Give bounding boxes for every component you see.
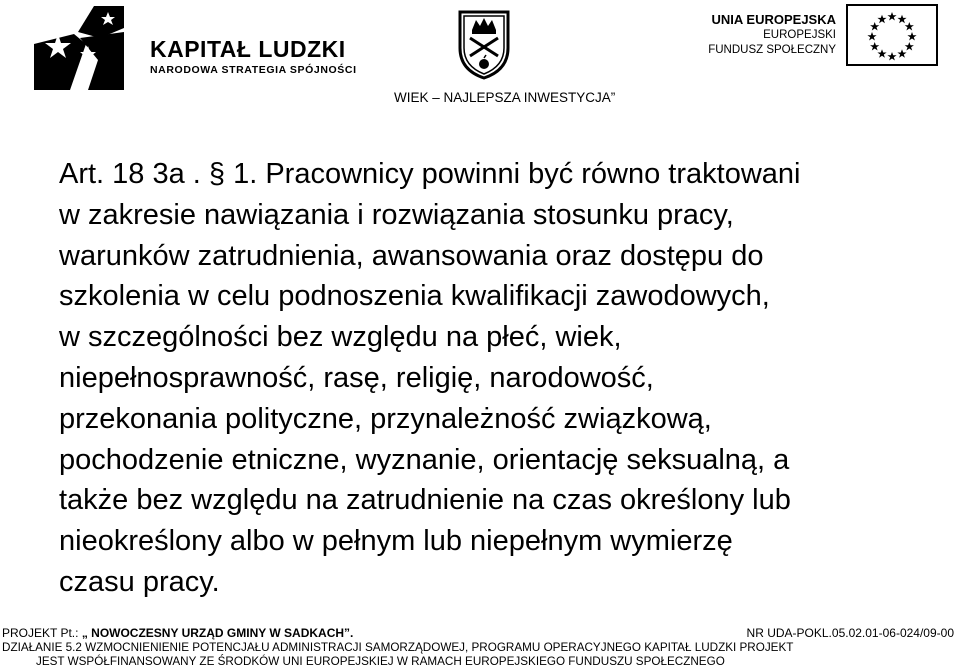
kapital-ludzki-logo <box>28 4 358 92</box>
footer <box>0 623 960 669</box>
footer-project-name: „ NOWOCZESNY URZĄD GMINY W SADKACH”. <box>81 626 354 640</box>
footer-project-prefix: PROJEKT Pt.: <box>2 626 82 640</box>
article-line: także bez względu na zatrudnienie na czas określony lub <box>59 484 791 517</box>
eu-label-line3: FUNDUSZ SPOŁECZNY <box>708 44 836 56</box>
eu-label-line2: EUROPEJSKI <box>763 29 836 41</box>
footer-project-number: NR UDA-POKL.05.02.01-06-024/09-00 <box>746 626 954 640</box>
article-line: warunków zatrudnienia, awansowania oraz dostępu do <box>59 239 764 272</box>
kapital-ludzki-subtitle: NARODOWA STRATEGIA SPÓJNOŚCI <box>150 64 357 76</box>
kapital-ludzki-emblem-icon <box>28 4 128 92</box>
header-motto: WIEK – NAJLEPSZA INWESTYCJA” <box>394 90 616 105</box>
article-line: przekonania polityczne, przynależność związkową, <box>59 402 712 435</box>
eu-flag-icon <box>846 4 938 66</box>
footer-action-line: DZIAŁANIE 5.2 WZMOCNIENIENIE POTENCJAŁU ADMINISTRACJI SAMORZĄDOWEJ, PROGRAMU OPERACYJNEGO KAPITAŁ LUDZKI PROJEKT <box>2 641 794 654</box>
footer-project-line <box>2 626 353 640</box>
article-line: czasu pracy. <box>59 565 220 598</box>
article-line: nieokreślony albo w pełnym lub niepełnym wymierzę <box>59 525 733 558</box>
article-line: niepełnosprawność, rasę, religię, narodowość, <box>59 361 654 394</box>
article-text <box>59 154 939 603</box>
article-line: pochodzenie etniczne, wyznanie, orientację seksualną, a <box>59 443 790 476</box>
article-line: w szczególności bez względu na płeć, wiek, <box>59 321 622 354</box>
article-line: szkolenia w celu podnoszenia kwalifikacji zawodowych, <box>59 280 770 313</box>
article-line: w zakresie nawiązania i rozwiązania stosunku pracy, <box>59 198 734 231</box>
municipal-crest <box>456 8 512 80</box>
crest-shield-icon <box>456 8 512 80</box>
eu-logo <box>708 4 944 68</box>
kapital-ludzki-title: KAPITAŁ LUDZKI <box>150 36 346 62</box>
eu-label-line1: UNIA EUROPEJSKA <box>711 12 836 27</box>
article-line: Art. 18 3a . § 1. Pracownicy powinni być równo traktowani <box>59 158 801 190</box>
footer-cofinance-line: JEST WSPÓŁFINANSOWANY ZE ŚRODKÓW UNI EUROPEJSKIEJ W RAMACH EUROPEJSKIEGO FUNDUSZU SPOŁECZNEGO <box>36 655 725 668</box>
